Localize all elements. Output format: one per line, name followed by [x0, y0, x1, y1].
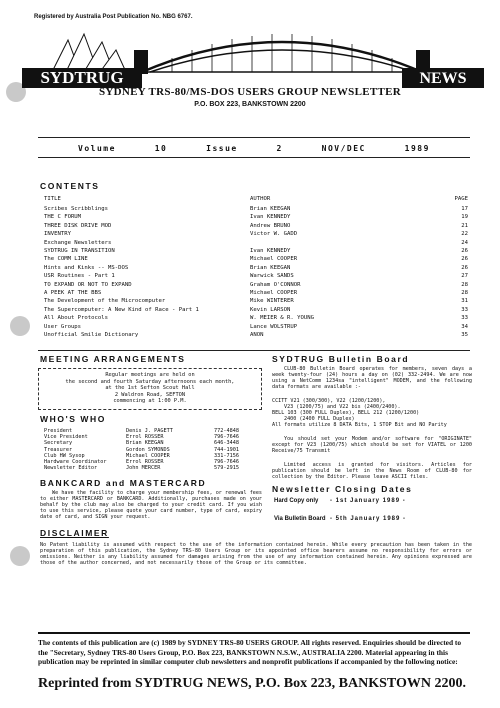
- newsletter-title: SYDNEY TRS-80/MS-DOS USERS GROUP NEWSLETTER: [98, 86, 402, 98]
- contents-row-author: Ivan KENNEDY: [250, 214, 291, 221]
- registration-note: Registered by Australia Post Publication No. NBG 6767.: [34, 14, 193, 20]
- contents-row-author: W. MEIER & R. YOUNG: [250, 315, 314, 322]
- contents-row: [38, 307, 470, 313]
- contents-col-title: TITLE: [44, 196, 61, 202]
- officer-name: Errol ROSSER: [126, 459, 164, 466]
- contents-row-title: Hints and Kinks -- MS-DOS: [44, 264, 129, 271]
- contents-row: [38, 282, 470, 288]
- contents-row-page: 31: [461, 298, 468, 305]
- meeting-line: 2 Waldron Road, SEFTON: [114, 391, 186, 398]
- contents-row-page: 26: [461, 248, 468, 254]
- section-rule: [38, 350, 470, 351]
- officer-phone: 796-7646: [214, 459, 239, 466]
- closing-date: - 5th January 1989 -: [330, 516, 407, 522]
- contents-row-title: Scribes Scribblings: [44, 206, 108, 212]
- contents-heading: CONTENTS: [40, 181, 100, 191]
- contents-row: [38, 298, 470, 304]
- bulletin-intro: CLUB-80 Bulletin Board operates for members, seven days a week twenty-four (24) hours a day on (02) 332-2494. We are now using a NetComm 1234sa "intelligent" MODEM, and the following data formats are available :-: [272, 366, 472, 391]
- officer-phone: 796-7646: [214, 434, 239, 441]
- footer-rule: [38, 632, 470, 634]
- contents-row-title: The COMM LINE: [44, 256, 88, 263]
- whos-who-table: [44, 428, 258, 471]
- contents-row-page: 26: [461, 264, 468, 271]
- contents-row-page: 24: [461, 239, 468, 246]
- meeting-line: the second and fourth Saturday afternoons each month,: [65, 378, 235, 385]
- contents-row-author: ANON: [250, 332, 264, 338]
- officer-name: Errol ROSSER: [126, 434, 164, 441]
- contents-row-author: Andrew BRUNO: [250, 222, 291, 229]
- issue-year: 1989: [404, 144, 430, 153]
- contents-row-author: Ivan KENNEDY: [250, 248, 291, 254]
- contents-row-author: Michael COOPER: [250, 290, 298, 296]
- issue-line: [38, 144, 470, 153]
- contents-row: [38, 231, 470, 237]
- whos-who-row: [44, 465, 258, 471]
- format-line: V23 (1200/75) and V22 bis (2400/2400).: [284, 404, 401, 411]
- contents-row-title: THREE DISK DRIVE MOD: [44, 222, 112, 229]
- opera-house-illustration: [52, 34, 126, 72]
- bulletin-heading: SYDTRUG Bulletin Board: [272, 354, 410, 364]
- issue-period: NOV/DEC: [321, 144, 366, 153]
- reprint-notice: Reprinted from SYDTRUG NEWS, P.O. Box 223, BANKSTOWN 2200.: [38, 676, 466, 691]
- contents-row-title: SYDTRUG IN TRANSITION: [44, 248, 115, 254]
- contents-row: [38, 315, 470, 321]
- format-line: BELL 103 (300 FULL Duplex), BELL 212 (1200/1200): [272, 410, 420, 417]
- bankcard-text: We have the facility to charge your membership fees, or renewal fees to either MASTERCARD or BANKCARD. Additionally, purchases made on your behalf by the club may also be charged to your credit card. If you wish to use this service, please quote your card number, type of card, expiry date of card, and SIGN your request.: [40, 490, 262, 521]
- volume-number: 10: [154, 144, 168, 153]
- contents-row: [38, 206, 470, 212]
- officer-name: Gordon SYMONDS: [126, 446, 170, 453]
- contents-row: [38, 265, 470, 271]
- contents-row-page: 28: [461, 281, 468, 288]
- contents-row-page: 34: [461, 323, 468, 330]
- closing-date: - 1st January 1989 -: [330, 498, 406, 504]
- contents-row-page: 35: [461, 332, 468, 338]
- bankcard-heading: BANKCARD and MASTERCARD: [40, 478, 207, 488]
- closing-row: [274, 498, 474, 504]
- closing-label: Via Bulletin Board: [274, 516, 326, 522]
- officer-name: Denis J. PAGETT: [126, 428, 173, 434]
- copyright-notice: The contents of this publication are (c) 1989 by SYDNEY TRS-80 USERS GROUP. All rights reserved. Enquiries should be directed to the "Secretary, Sydney TRS-80 Users Group, P.O. Box 223, BANKSTOWN N.S.W., AUSTRALIA 2200. Material appearing in this publication may be reprinted in similar computer club newsletters and nonprofit publications if accompanied by the following notice:: [38, 638, 462, 666]
- contents-row-title: TO EXPAND OR NOT TO EXPAND: [44, 281, 132, 288]
- officer-phone: 772-4848: [214, 428, 239, 434]
- contents-col-author: AUTHOR: [250, 196, 271, 202]
- contents-row-title: Exchange Newsletters: [44, 239, 112, 246]
- contents-row-author: Kevin LARSON: [250, 306, 291, 313]
- officer-name: Brian KEEGAN: [126, 440, 164, 447]
- officer-phone: 646-3448: [214, 440, 239, 447]
- contents-row-title: THE C FORUM: [44, 214, 82, 221]
- officer-name: John MERCER: [126, 465, 161, 472]
- closing-label: Hard Copy only: [274, 498, 319, 504]
- contents-col-page: PAGE: [454, 196, 468, 202]
- officer-phone: 331-7156: [214, 452, 239, 459]
- meeting-line: at the 1st Sefton Scout Hall: [105, 385, 195, 392]
- contents-row-page: 19: [461, 214, 468, 221]
- contents-row-page: 21: [461, 222, 468, 229]
- contents-row-page: 33: [461, 315, 468, 322]
- contents-row: [38, 290, 470, 296]
- officer-role: Hardware Coordinator: [44, 459, 107, 466]
- contents-row: [38, 332, 470, 338]
- issue-rule-bottom: [38, 157, 470, 158]
- officer-name: Michael COOPER: [126, 452, 170, 459]
- officer-role: Newsletter Editor: [44, 465, 98, 472]
- contents-row: [38, 273, 470, 279]
- contents-row-author: Michael COOPER: [250, 256, 298, 263]
- volume-label: Volume: [78, 144, 116, 153]
- meeting-heading: MEETING ARRANGEMENTS: [40, 354, 186, 364]
- contents-header-row: [38, 196, 470, 202]
- contents-row-page: 27: [461, 273, 468, 280]
- disclaimer-heading: DISCLAIMER: [40, 528, 109, 538]
- officer-phone: 579-2915: [214, 465, 239, 472]
- contents-row-author: Brian KEEGAN: [250, 264, 291, 271]
- contents-row-title: USR Routines - Part 1: [44, 273, 115, 280]
- closing-row: [274, 516, 474, 522]
- contents-row: [38, 223, 470, 229]
- officer-role: Vice President: [44, 434, 88, 441]
- contents-row-page: 22: [461, 231, 468, 238]
- punch-hole-middle: [10, 316, 30, 336]
- bulletin-software: You should set your Modem and/or software for "ORIGINATE" except for V23 (1200/75) which should be set for VIATEL or 1200 Receive/75 Transmit: [272, 436, 472, 455]
- contents-row: [38, 256, 470, 262]
- contents-row: [38, 324, 470, 330]
- officer-role: Secretary: [44, 440, 73, 447]
- contents-row: [38, 248, 470, 254]
- contents-row-title: Unofficial Smilie Dictionary: [44, 332, 139, 338]
- meeting-line: commencing at 1:00 P.M.: [113, 398, 187, 405]
- banner-left-word: SYDTRUG: [40, 68, 124, 87]
- contents-row-title: INVENTRY: [44, 231, 71, 238]
- bulletin-formats: [272, 398, 472, 428]
- disclaimer-text: No Patent liability is assumed with respect to the use of the information contained herein. While every precaution has been taken in the preparation of this publication, the Sydney TRS-80 Users Group or its appointed office bearers assume no responsibility for errors or omissions. Neither is any liability assumed for damages arising from the use of any information contained herein. Any opinions expressed are those of the author concerned, and not necessarily those of the Group or its committee.: [40, 542, 472, 567]
- contents-row-page: 28: [461, 290, 468, 296]
- bulletin-access: Limited access is granted for visitors. Articles for publication should be left in the News Room of CLUB-80 for collection by the Editor. Please leave ASCII files.: [272, 462, 472, 481]
- format-line: CCITT V21 (300/300), V22 (1200/1200),: [272, 398, 386, 404]
- punch-hole-bottom: [10, 546, 30, 566]
- format-line: 2400 (2400 FULL Duplex): [284, 416, 355, 423]
- contents-row-author: Warwick SANDS: [250, 273, 294, 280]
- officer-phone: 744-1901: [214, 446, 239, 453]
- contents-row: [38, 214, 470, 220]
- issue-number: 2: [276, 144, 283, 153]
- banner-right-word: NEWS: [419, 70, 467, 87]
- officer-role: Treasurer: [44, 446, 73, 453]
- contents-row-author: Mike WINTERER: [250, 298, 294, 305]
- officer-role: President: [44, 428, 73, 434]
- newsletter-address: P.O. BOX 223, BANKSTOWN 2200: [194, 101, 306, 108]
- meeting-line: Regular meetings are held on: [105, 372, 195, 378]
- contents-row-author: Brian KEEGAN: [250, 206, 291, 212]
- officer-role: Club HW Sysop: [44, 452, 85, 459]
- contents-row: [38, 240, 470, 246]
- contents-row-title: User Groups: [44, 323, 82, 330]
- contents-row-author: Lance WOLSTRUP: [250, 323, 298, 330]
- contents-row-author: Graham O'CONNOR: [250, 281, 301, 288]
- contents-row-page: 33: [461, 306, 468, 313]
- contents-row-title: The Supercomputer: A New Kind of Race - Part 1: [44, 306, 199, 313]
- contents-row-title: A PEEK AT THE BBS: [44, 290, 102, 296]
- contents-row-author: Victor W. GADD: [250, 231, 298, 238]
- contents-row-page: 17: [461, 206, 468, 212]
- whos-who-heading: WHO'S WHO: [40, 414, 106, 424]
- masthead-banner: [22, 22, 484, 88]
- contents-row-title: The Development of the Microcomputer: [44, 298, 166, 305]
- contents-row-page: 26: [461, 256, 468, 263]
- contents-row-title: All About Protocols: [44, 315, 108, 322]
- closing-heading: Newsletter Closing Dates: [272, 484, 413, 494]
- issue-rule-top: [38, 137, 470, 138]
- meeting-box: [38, 368, 262, 410]
- format-line: All formats utilize 8 DATA Bits, 1 STOP Bit and NO Parity: [272, 422, 447, 429]
- issue-label: Issue: [206, 144, 238, 153]
